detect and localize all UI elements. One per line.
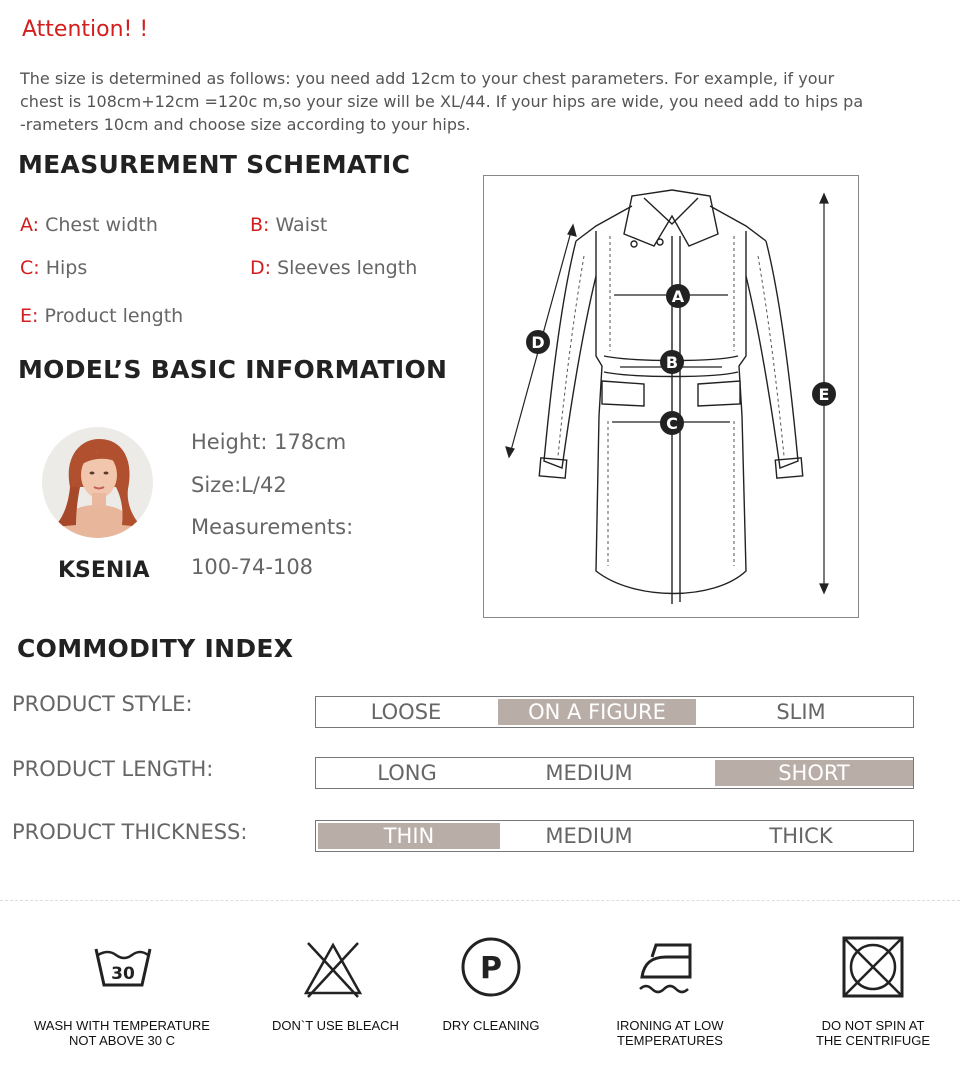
measurement-title: MEASUREMENT SCHEMATIC <box>18 150 411 179</box>
svg-text:A: A <box>671 287 685 306</box>
model-size: Size:L/42 <box>191 473 287 497</box>
size-note-line: The size is determined as follows: you need add 12cm to your chest parameters. For example, if your <box>20 69 835 88</box>
thickness-label: PRODUCT THICKNESS: <box>12 820 248 844</box>
style-option-on-figure: ON A FIGURE <box>498 699 696 725</box>
measure-item-chest: A: Chest width <box>20 214 158 236</box>
wash-30-icon <box>88 935 158 1005</box>
care-label-spin: DO NOT SPIN AT THE CENTRIFUGE <box>815 1018 931 1048</box>
no-bleach-icon <box>298 935 368 1005</box>
style-index-bar <box>315 696 914 728</box>
section-divider <box>0 900 960 901</box>
length-option-short: SHORT <box>715 760 913 786</box>
model-name: KSENIA <box>58 558 150 583</box>
length-option-long: LONG <box>377 761 437 785</box>
iron-low-icon <box>632 935 702 1005</box>
model-measurements-label: Measurements: <box>191 515 354 539</box>
thickness-option-medium: MEDIUM <box>545 824 633 848</box>
care-label-iron: IRONING AT LOW TEMPERATURES <box>616 1018 724 1048</box>
svg-text:P: P <box>480 951 502 986</box>
commodity-title: COMMODITY INDEX <box>17 634 294 663</box>
size-note-line: -rameters 10cm and choose size according to your hips. <box>20 115 471 134</box>
model-measurements-value: 100-74-108 <box>191 555 314 579</box>
model-title: MODEL’S BASIC INFORMATION <box>18 355 448 384</box>
model-height: Height: 178cm <box>191 430 347 454</box>
size-note-line: chest is 108cm+12cm =120c m,so your size will be XL/44. If your hips are wide, you need add to hips pa <box>20 92 864 111</box>
length-option-medium: MEDIUM <box>545 761 633 785</box>
no-spin-icon <box>838 932 908 1002</box>
svg-text:30: 30 <box>111 964 135 984</box>
coat-illustration <box>484 176 858 617</box>
length-index-bar <box>315 757 914 789</box>
svg-text:E: E <box>818 385 830 404</box>
length-label: PRODUCT LENGTH: <box>12 757 214 781</box>
measure-item-length: E: Product length <box>20 305 184 327</box>
care-label-wash: WASH WITH TEMPERATURE NOT ABOVE 30 C <box>34 1018 210 1048</box>
svg-text:C: C <box>666 414 678 433</box>
measure-item-hips: C: Hips <box>20 257 88 279</box>
care-label-bleach: DON`T USE BLEACH <box>272 1018 399 1033</box>
attention-heading: Attention! ! <box>22 17 149 42</box>
measure-item-sleeves: D: Sleeves length <box>250 257 418 279</box>
measure-item-waist: B: Waist <box>250 214 328 236</box>
style-label: PRODUCT STYLE: <box>12 692 193 716</box>
thickness-index-bar <box>315 820 914 852</box>
svg-text:B: B <box>665 353 679 372</box>
care-label-dry: DRY CLEANING <box>442 1018 540 1033</box>
size-note <box>20 67 900 136</box>
thickness-option-thin: THIN <box>318 823 500 849</box>
svg-text:D: D <box>531 333 545 352</box>
style-option-slim: SLIM <box>776 700 826 724</box>
thickness-option-thick: THICK <box>769 824 833 848</box>
model-avatar <box>42 427 153 538</box>
coat-diagram <box>483 175 859 618</box>
dry-clean-icon <box>456 932 526 1002</box>
style-option-loose: LOOSE <box>370 700 442 724</box>
